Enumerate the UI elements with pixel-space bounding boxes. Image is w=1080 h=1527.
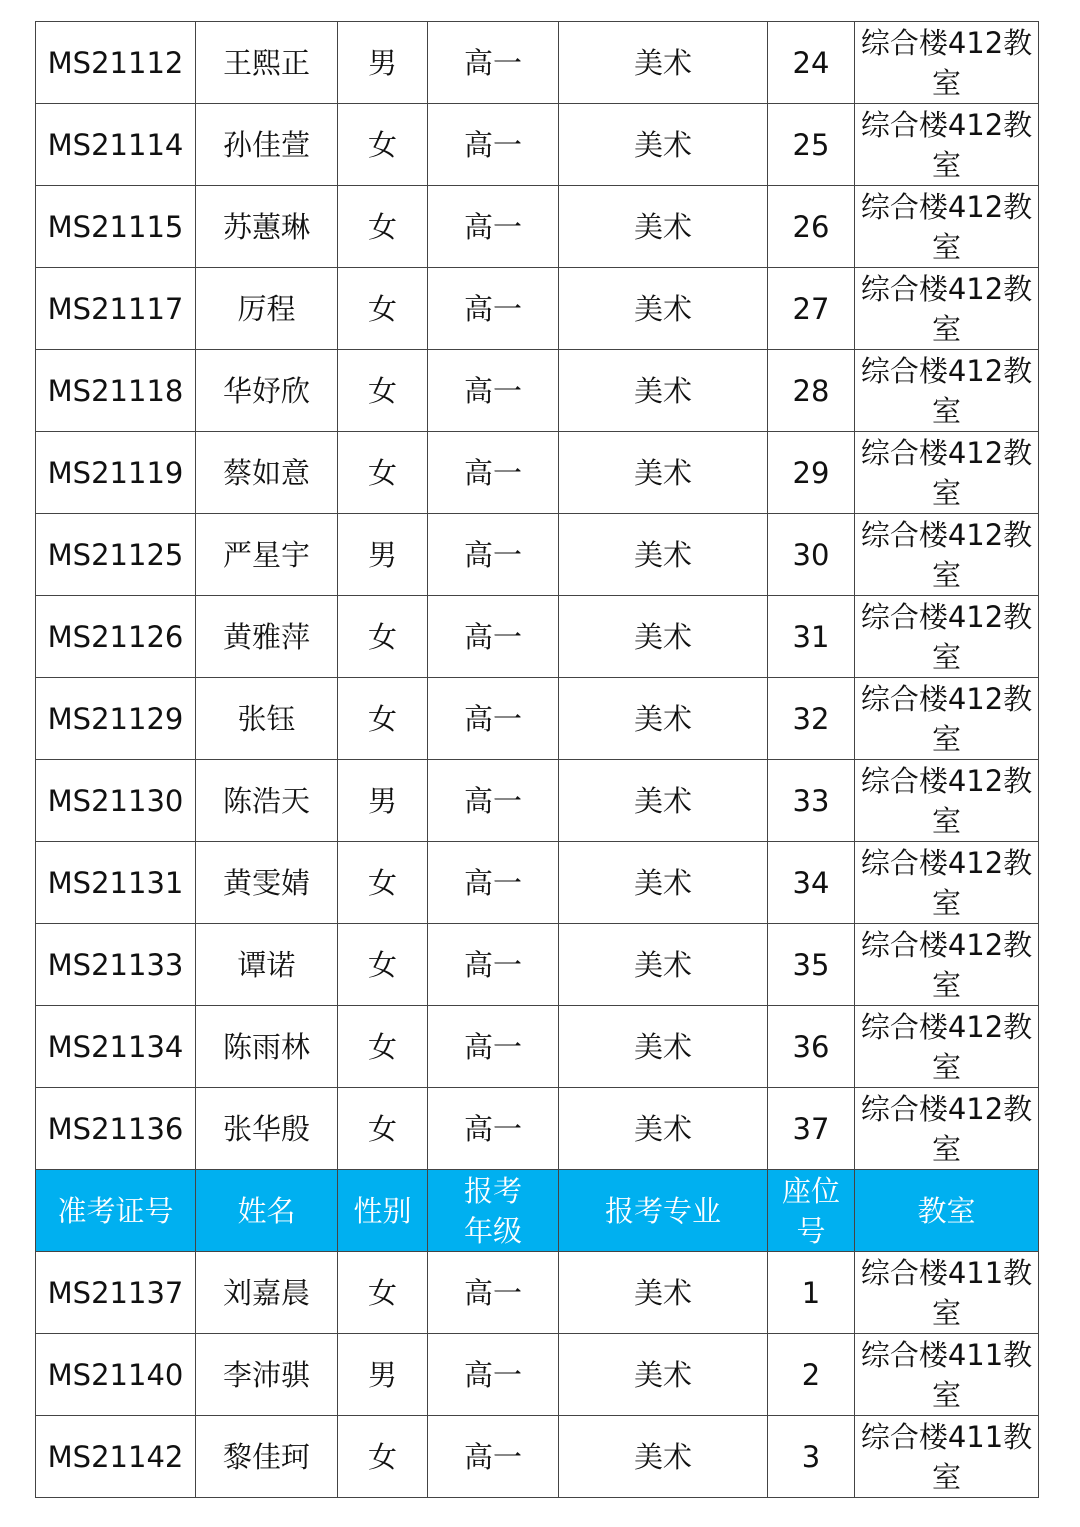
seat-number-cell: 29 bbox=[768, 432, 855, 514]
gender-cell: 男 bbox=[338, 760, 428, 842]
gender-cell: 女 bbox=[338, 842, 428, 924]
grade-cell: 高一 bbox=[428, 1416, 559, 1498]
exam-number-cell: MS21131 bbox=[36, 842, 196, 924]
name-cell: 厉程 bbox=[196, 268, 338, 350]
gender-cell: 女 bbox=[338, 1416, 428, 1498]
table-body bbox=[36, 22, 1039, 1498]
header-exam-number: 准考证号 bbox=[36, 1170, 196, 1252]
gender-cell: 女 bbox=[338, 678, 428, 760]
exam-number-cell: MS21136 bbox=[36, 1088, 196, 1170]
major-cell: 美术 bbox=[559, 186, 768, 268]
table-row bbox=[36, 350, 1039, 432]
gender-cell: 男 bbox=[338, 1334, 428, 1416]
major-cell: 美术 bbox=[559, 924, 768, 1006]
gender-cell: 女 bbox=[338, 1088, 428, 1170]
gender-cell: 男 bbox=[338, 22, 428, 104]
name-cell: 陈雨林 bbox=[196, 1006, 338, 1088]
exam-number-cell: MS21129 bbox=[36, 678, 196, 760]
table-row bbox=[36, 842, 1039, 924]
table-row bbox=[36, 514, 1039, 596]
classroom-cell: 综合楼412教室 bbox=[855, 186, 1039, 268]
classroom-cell: 综合楼412教室 bbox=[855, 104, 1039, 186]
classroom-cell: 综合楼411教室 bbox=[855, 1334, 1039, 1416]
gender-cell: 女 bbox=[338, 596, 428, 678]
name-cell: 蔡如意 bbox=[196, 432, 338, 514]
classroom-cell: 综合楼412教室 bbox=[855, 514, 1039, 596]
major-cell: 美术 bbox=[559, 22, 768, 104]
exam-number-cell: MS21125 bbox=[36, 514, 196, 596]
major-cell: 美术 bbox=[559, 104, 768, 186]
gender-cell: 女 bbox=[338, 268, 428, 350]
name-cell: 谭诺 bbox=[196, 924, 338, 1006]
grade-cell: 高一 bbox=[428, 268, 559, 350]
major-cell: 美术 bbox=[559, 1334, 768, 1416]
name-cell: 张华殷 bbox=[196, 1088, 338, 1170]
seat-number-cell: 3 bbox=[768, 1416, 855, 1498]
grade-cell: 高一 bbox=[428, 186, 559, 268]
table-row bbox=[36, 1252, 1039, 1334]
table-row bbox=[36, 186, 1039, 268]
name-cell: 张钰 bbox=[196, 678, 338, 760]
classroom-cell: 综合楼411教室 bbox=[855, 1416, 1039, 1498]
gender-cell: 女 bbox=[338, 350, 428, 432]
table-row bbox=[36, 432, 1039, 514]
exam-number-cell: MS21114 bbox=[36, 104, 196, 186]
gender-cell: 女 bbox=[338, 1006, 428, 1088]
name-cell: 苏蕙琳 bbox=[196, 186, 338, 268]
name-cell: 严星宇 bbox=[196, 514, 338, 596]
name-cell: 孙佳萱 bbox=[196, 104, 338, 186]
classroom-cell: 综合楼412教室 bbox=[855, 924, 1039, 1006]
classroom-cell: 综合楼412教室 bbox=[855, 22, 1039, 104]
seat-number-cell: 31 bbox=[768, 596, 855, 678]
name-cell: 黄雅萍 bbox=[196, 596, 338, 678]
exam-number-cell: MS21115 bbox=[36, 186, 196, 268]
exam-number-cell: MS21118 bbox=[36, 350, 196, 432]
grade-cell: 高一 bbox=[428, 596, 559, 678]
exam-number-cell: MS21126 bbox=[36, 596, 196, 678]
name-cell: 王熙正 bbox=[196, 22, 338, 104]
classroom-cell: 综合楼412教室 bbox=[855, 432, 1039, 514]
seat-number-cell: 33 bbox=[768, 760, 855, 842]
grade-cell: 高一 bbox=[428, 924, 559, 1006]
grade-cell: 高一 bbox=[428, 432, 559, 514]
name-cell: 陈浩天 bbox=[196, 760, 338, 842]
major-cell: 美术 bbox=[559, 678, 768, 760]
name-cell: 李沛骐 bbox=[196, 1334, 338, 1416]
classroom-cell: 综合楼412教室 bbox=[855, 350, 1039, 432]
seat-number-cell: 34 bbox=[768, 842, 855, 924]
grade-cell: 高一 bbox=[428, 514, 559, 596]
exam-number-cell: MS21133 bbox=[36, 924, 196, 1006]
classroom-cell: 综合楼412教室 bbox=[855, 760, 1039, 842]
table-row bbox=[36, 924, 1039, 1006]
seat-number-cell: 1 bbox=[768, 1252, 855, 1334]
grade-cell: 高一 bbox=[428, 22, 559, 104]
gender-cell: 女 bbox=[338, 924, 428, 1006]
table-row bbox=[36, 268, 1039, 350]
major-cell: 美术 bbox=[559, 350, 768, 432]
exam-number-cell: MS21134 bbox=[36, 1006, 196, 1088]
table-row bbox=[36, 596, 1039, 678]
header-name: 姓名 bbox=[196, 1170, 338, 1252]
major-cell: 美术 bbox=[559, 596, 768, 678]
grade-cell: 高一 bbox=[428, 1252, 559, 1334]
grade-cell: 高一 bbox=[428, 760, 559, 842]
header-classroom: 教室 bbox=[855, 1170, 1039, 1252]
seat-number-cell: 36 bbox=[768, 1006, 855, 1088]
seat-number-cell: 24 bbox=[768, 22, 855, 104]
header-major: 报考专业 bbox=[559, 1170, 768, 1252]
gender-cell: 女 bbox=[338, 432, 428, 514]
gender-cell: 女 bbox=[338, 104, 428, 186]
name-cell: 华妤欣 bbox=[196, 350, 338, 432]
grade-cell: 高一 bbox=[428, 1088, 559, 1170]
table-row bbox=[36, 104, 1039, 186]
table-row bbox=[36, 760, 1039, 842]
name-cell: 黎佳珂 bbox=[196, 1416, 338, 1498]
gender-cell: 女 bbox=[338, 1252, 428, 1334]
grade-cell: 高一 bbox=[428, 350, 559, 432]
classroom-cell: 综合楼412教室 bbox=[855, 1088, 1039, 1170]
grade-cell: 高一 bbox=[428, 104, 559, 186]
major-cell: 美术 bbox=[559, 842, 768, 924]
seat-number-cell: 25 bbox=[768, 104, 855, 186]
header-gender: 性别 bbox=[338, 1170, 428, 1252]
table-row bbox=[36, 22, 1039, 104]
exam-number-cell: MS21119 bbox=[36, 432, 196, 514]
table-row bbox=[36, 1416, 1039, 1498]
gender-cell: 女 bbox=[338, 186, 428, 268]
exam-number-cell: MS21130 bbox=[36, 760, 196, 842]
seat-number-cell: 35 bbox=[768, 924, 855, 1006]
exam-number-cell: MS21142 bbox=[36, 1416, 196, 1498]
exam-number-cell: MS21140 bbox=[36, 1334, 196, 1416]
seat-number-cell: 37 bbox=[768, 1088, 855, 1170]
header-seat-number: 座位号 bbox=[768, 1170, 855, 1252]
classroom-cell: 综合楼411教室 bbox=[855, 1252, 1039, 1334]
classroom-cell: 综合楼412教室 bbox=[855, 268, 1039, 350]
header-grade: 报考年级 bbox=[428, 1170, 559, 1252]
grade-cell: 高一 bbox=[428, 1334, 559, 1416]
major-cell: 美术 bbox=[559, 1416, 768, 1498]
table-row bbox=[36, 1006, 1039, 1088]
seat-number-cell: 30 bbox=[768, 514, 855, 596]
seat-number-cell: 32 bbox=[768, 678, 855, 760]
exam-seating-table bbox=[35, 21, 1039, 1498]
exam-number-cell: MS21112 bbox=[36, 22, 196, 104]
classroom-cell: 综合楼412教室 bbox=[855, 596, 1039, 678]
header-row bbox=[36, 1170, 1039, 1252]
table-row bbox=[36, 1088, 1039, 1170]
major-cell: 美术 bbox=[559, 1006, 768, 1088]
exam-number-cell: MS21137 bbox=[36, 1252, 196, 1334]
classroom-cell: 综合楼412教室 bbox=[855, 842, 1039, 924]
seat-number-cell: 28 bbox=[768, 350, 855, 432]
grade-cell: 高一 bbox=[428, 1006, 559, 1088]
major-cell: 美术 bbox=[559, 760, 768, 842]
major-cell: 美术 bbox=[559, 1252, 768, 1334]
seat-number-cell: 27 bbox=[768, 268, 855, 350]
exam-number-cell: MS21117 bbox=[36, 268, 196, 350]
gender-cell: 男 bbox=[338, 514, 428, 596]
major-cell: 美术 bbox=[559, 514, 768, 596]
classroom-cell: 综合楼412教室 bbox=[855, 1006, 1039, 1088]
table-row bbox=[36, 678, 1039, 760]
grade-cell: 高一 bbox=[428, 678, 559, 760]
name-cell: 刘嘉晨 bbox=[196, 1252, 338, 1334]
grade-cell: 高一 bbox=[428, 842, 559, 924]
seat-number-cell: 26 bbox=[768, 186, 855, 268]
name-cell: 黄雯婧 bbox=[196, 842, 338, 924]
major-cell: 美术 bbox=[559, 268, 768, 350]
major-cell: 美术 bbox=[559, 432, 768, 514]
classroom-cell: 综合楼412教室 bbox=[855, 678, 1039, 760]
seat-number-cell: 2 bbox=[768, 1334, 855, 1416]
table-row bbox=[36, 1334, 1039, 1416]
major-cell: 美术 bbox=[559, 1088, 768, 1170]
